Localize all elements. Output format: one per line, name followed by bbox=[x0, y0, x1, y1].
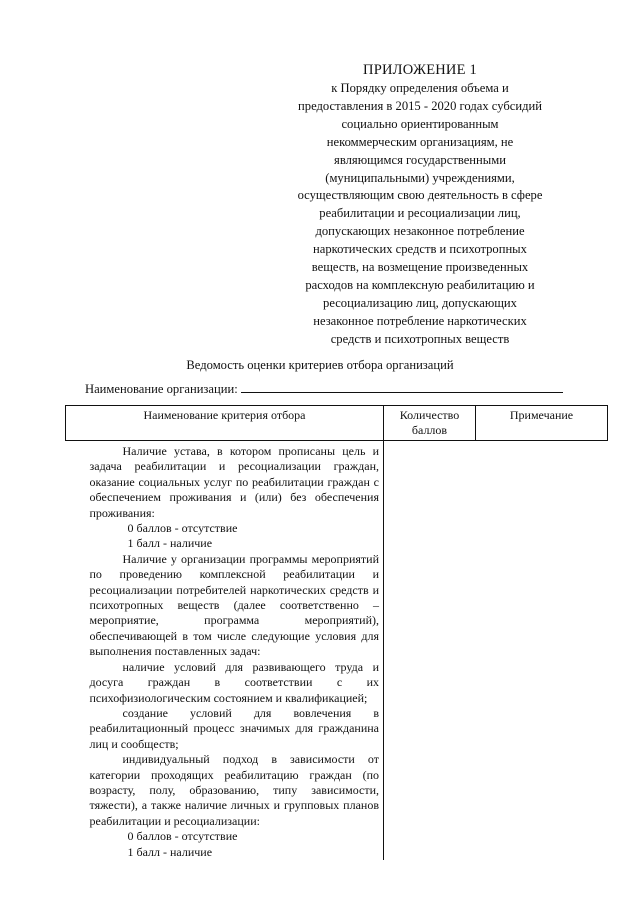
appendix-line: допускающих незаконное потребление bbox=[315, 224, 525, 239]
appendix-header bbox=[268, 61, 572, 349]
appendix-line: являющимся государственными bbox=[334, 152, 506, 167]
criteria-paragraph: наличие условий для развивающего труда и досуга граждан в соответствии с их психофизиологическим состоянием и квалификацией; bbox=[89, 659, 379, 705]
criteria-paragraph: Наличие у организации программы мероприятий по проведению комплексной реабилитации и ресоциализации потребителей наркотических средств и психотропных веществ (далее соответственно – мероприятие, программа мероприятий), обеспечивающей в том числе следующие условия для выполнения поставленных задач: bbox=[89, 551, 379, 659]
appendix-line: веществ, на возмещение произведенных bbox=[311, 260, 529, 275]
table-header-row bbox=[66, 406, 608, 441]
appendix-line: социально ориентированным bbox=[341, 116, 499, 131]
appendix-line: расходов на комплексную реабилитацию и bbox=[305, 277, 535, 292]
appendix-line: некоммерческим организациям, не bbox=[326, 134, 514, 149]
organization-name-line bbox=[85, 380, 565, 397]
score-option: 1 балл - наличие bbox=[127, 844, 213, 859]
appendix-line: ресоциализацию лиц, допускающих bbox=[323, 295, 517, 310]
organization-name-blank bbox=[241, 380, 563, 393]
appendix-line: (муниципальными) учреждениями, bbox=[325, 170, 515, 185]
header-note: Примечание bbox=[476, 406, 608, 441]
appendix-line: к Порядку определения объема и bbox=[331, 81, 509, 95]
document-heading: Ведомость оценки критериев отбора организаций bbox=[186, 358, 454, 372]
criteria-paragraph: индивидуальный подход в зависимости от категории проходящих реабилитацию граждан (по возрасту, полу, образованию, типу зависимости, тяжести), а также наличие личных и групповых планов реабилитации и ресоциализации: bbox=[89, 752, 379, 828]
appendix-line: средств и психотропных веществ bbox=[330, 331, 510, 346]
appendix-line: реабилитации и ресоциализации лиц, bbox=[319, 206, 521, 221]
appendix-line: предоставления в 2015 - 2020 годах субсидий bbox=[298, 98, 542, 113]
appendix-line: незаконное потребление наркотических bbox=[313, 313, 527, 328]
organization-name-label: Наименование организации: bbox=[85, 382, 238, 396]
criteria-paragraph: создание условий для вовлечения в реабилитационный процесс значимых для гражданина лиц и сообществ; bbox=[89, 705, 379, 751]
appendix-line: наркотических средств и психотропных bbox=[313, 242, 527, 257]
criteria-paragraph: Наличие устава, в котором прописаны цель и задача реабилитации и ресоциализации граждан, оказание социальных услуг по реабилитации граждан с обеспечением проживания и (или) без обеспечения проживания: bbox=[89, 444, 379, 520]
appendix-title: ПРИЛОЖЕНИЕ 1 bbox=[363, 62, 477, 78]
table-row bbox=[66, 441, 608, 860]
score-option: 1 балл - наличие bbox=[127, 536, 213, 551]
note-cell bbox=[476, 441, 608, 860]
appendix-line: осуществляющим свою деятельность в сфере bbox=[297, 188, 543, 203]
header-score: Количество баллов bbox=[384, 406, 476, 441]
header-criterion: Наименование критерия отбора bbox=[66, 406, 384, 441]
score-cell bbox=[384, 441, 476, 860]
criteria-cell bbox=[66, 441, 384, 860]
score-option: 0 баллов - отсутствие bbox=[127, 829, 238, 844]
criteria-table bbox=[65, 405, 608, 860]
score-option: 0 баллов - отсутствие bbox=[127, 521, 238, 536]
